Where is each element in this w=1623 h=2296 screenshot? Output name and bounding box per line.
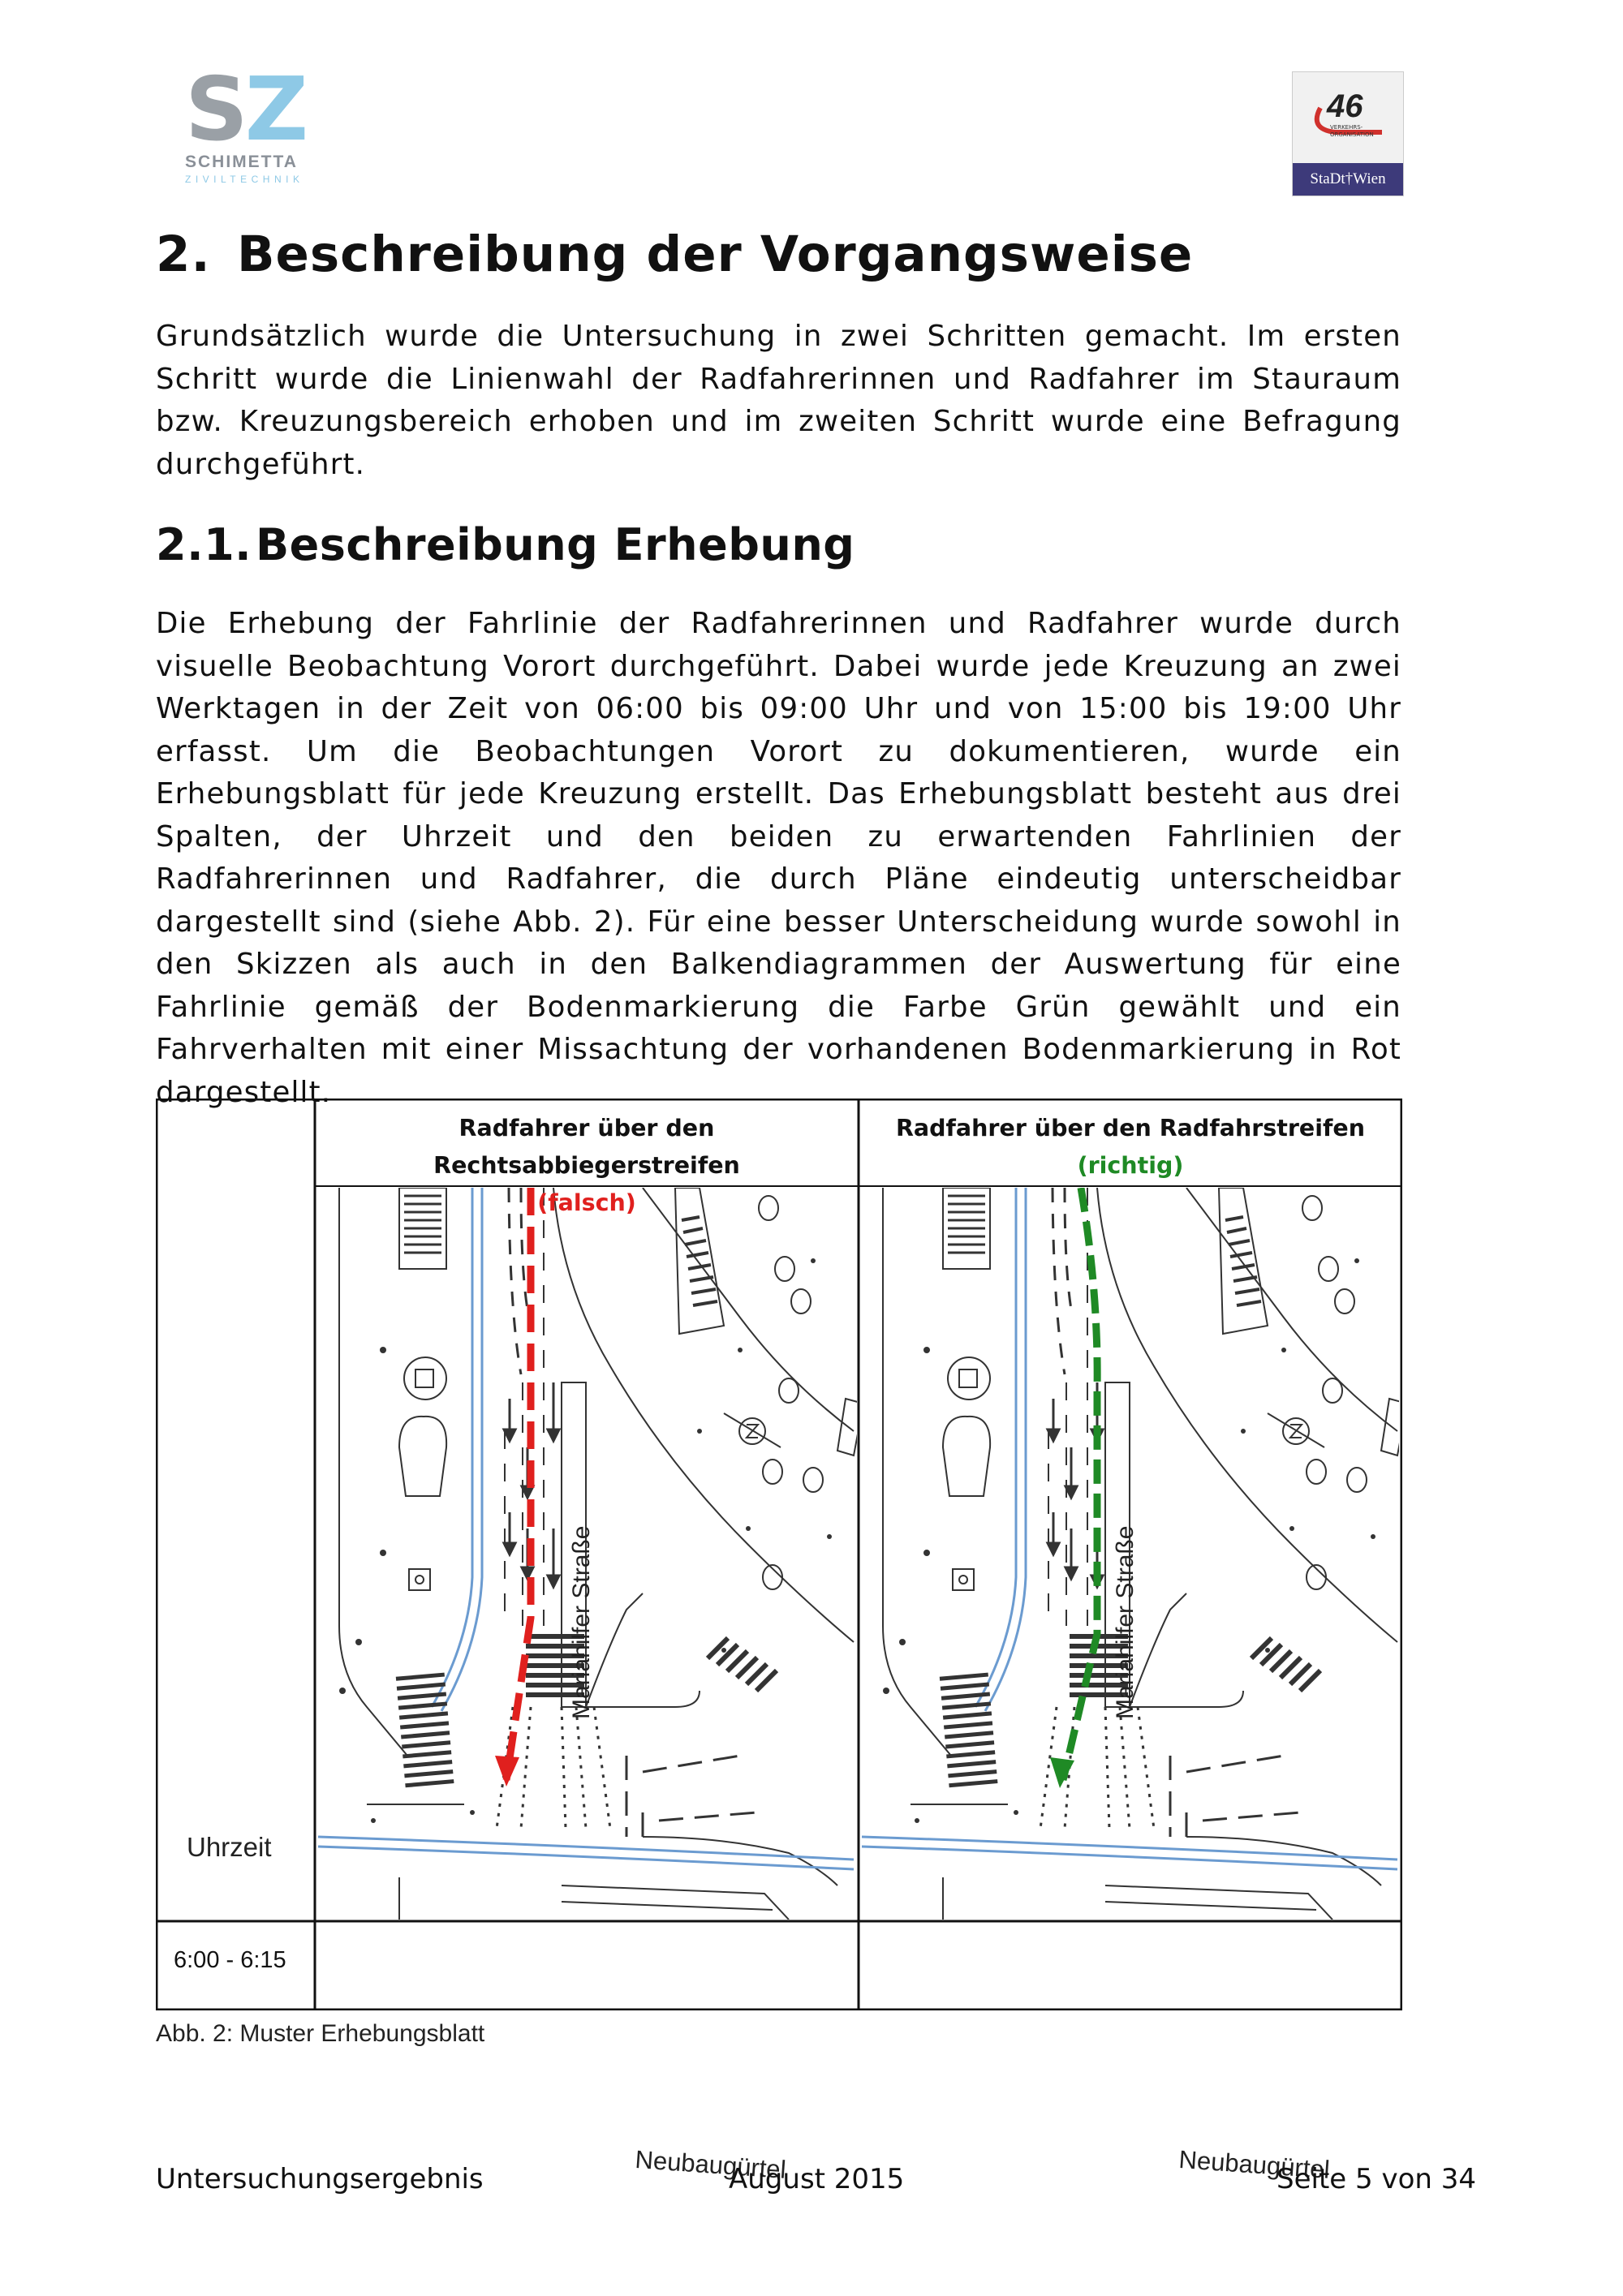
column-status-wrong: (falsch) [537, 1189, 636, 1216]
column-title-wrong: Radfahrer über den Rechtsabbiegerstreifen [433, 1115, 740, 1179]
section-title: Beschreibung der Vorgangsweise [237, 226, 1194, 283]
logo-letter-s: S [185, 59, 245, 161]
wrong-route-arrowhead [495, 1756, 519, 1786]
subsection-paragraph: Die Erhebung der Fahrlinie der Radfahrerinnen und Radfahrer wurde durch visuelle Beobachtung Vorort durchgeführt. Dabei wurde jede Kreuzung an zwei Werktagen in der Zeit von 06:00 bis 09:00 Uhr und von 15:00 bis 19:00 Uhr erfasst. Um die Beobachtungen Vorort zu dokumentieren, wurde ein Erhebungsblatt für jede Kreuzung erstellt. Das Erhebungsblatt besteht aus drei Spalten, der Uhrzeit und den beiden zu erwartenden Fahrlinien der Radfahrerinnen und Radfahrer, die durch Pläne eindeutig unterscheidbar dargestellt sind (siehe Abb. 2). Für eine besser Unterscheidung wurde sowohl in den Skizzen als auch in den Balkendiagrammen der Auswertung für eine Fahrlinie gemäß der Bodenmarkierung die Farbe Grün gewählt und ein Fahrverhalten mit einer Missachtung der vorhandenen Bodenmarkierung in Rot dargestellt. [156, 607, 1401, 1109]
column-title-right: Radfahrer über den Radfahrstreifen [895, 1115, 1366, 1142]
section-heading [156, 226, 1193, 283]
column-status-right: (richtig) [1077, 1152, 1184, 1179]
column-header-wrong [315, 1110, 859, 1222]
subsection-number: 2.1. [156, 519, 252, 570]
footer-center: August 2015 [729, 2163, 905, 2195]
footer-left: Untersuchungsergebnis [156, 2163, 484, 2195]
time-slot-cell: 6:00 - 6:15 [174, 1947, 286, 1973]
logo-company-subtitle: ZIVILTECHNIK [185, 174, 304, 185]
figure-caption: Abb. 2: Muster Erhebungsblatt [156, 2020, 485, 2047]
logo-city-band: StaDt†Wien [1293, 163, 1403, 196]
street-label-neubaugurtel-right: Neubaugürtel [1177, 2145, 1331, 2184]
entry-cell-right[interactable] [860, 1923, 1401, 2009]
subsection-title: Beschreibung Erhebung [256, 519, 855, 570]
subsection-heading [156, 519, 855, 570]
logo-small-text: VERKEHRS-ORGANISATION [1330, 124, 1374, 138]
table-frame [157, 1099, 1401, 2010]
ma46-logo [1292, 71, 1404, 196]
street-label-neubaugurtel-left: Neubaugürtel [634, 2145, 787, 2184]
time-column-label: Uhrzeit [187, 1832, 272, 1862]
street-label-mariahilfer-right: Mariahilfer Straße [1112, 1525, 1139, 1719]
right-route-arrowhead [1050, 1757, 1074, 1788]
logo-company-name: SCHIMETTA [185, 153, 298, 171]
logo-number: 46 [1327, 88, 1363, 124]
column-header-right [859, 1110, 1402, 1185]
section-number: 2. [156, 226, 211, 283]
section-paragraph: Grundsätzlich wurde die Untersuchung in zwei Schritten gemacht. Im ersten Schritt wurde die Linienwahl der Radfahrerinnen und Radfahrer im Stauraum bzw. Kreuzungsbereich erhoben und im zweiten Schritt wurde eine Befragung durchgeführt. [156, 320, 1401, 481]
schimetta-logo [185, 59, 323, 193]
logo-letter-z: Z [244, 59, 306, 161]
entry-cell-wrong[interactable] [316, 1923, 858, 2009]
survey-sheet-drawing [156, 1099, 1402, 2010]
street-label-mariahilfer-left: Mariahilfer Straße [568, 1525, 595, 1719]
footer-right: Seite 5 von 34 [1276, 2163, 1476, 2195]
